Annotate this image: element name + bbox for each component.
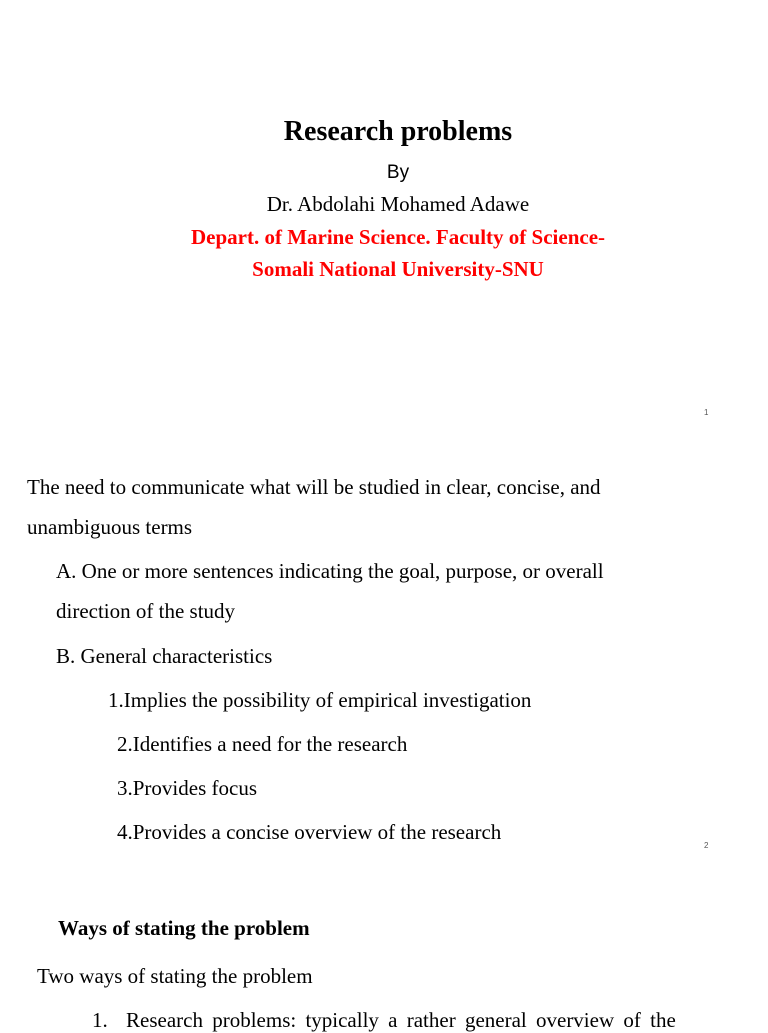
page-number: 2 xyxy=(704,841,709,850)
list-item: Research problems: typically a rather general overview of the xyxy=(126,1008,676,1032)
slide-title: Research problems xyxy=(283,116,513,147)
list-item-number: 1. xyxy=(92,1008,108,1032)
list-item: 3.Provides focus xyxy=(117,776,257,800)
page-number: 1 xyxy=(704,408,709,417)
author-name: Dr. Abdolahi Mohamed Adawe xyxy=(266,192,530,216)
intro-line-2: unambiguous terms xyxy=(27,515,193,539)
section-intro: Two ways of stating the problem xyxy=(37,964,313,988)
list-item: 2.Identifies a need for the research xyxy=(117,732,408,756)
affiliation-line-1: Depart. of Marine Science. Faculty of Science- xyxy=(190,225,606,249)
slide-1 xyxy=(0,0,768,430)
slide-3 xyxy=(0,865,768,1032)
intro-line-1: The need to communicate what will be studied in clear, concise, and xyxy=(27,475,601,499)
slide-2 xyxy=(0,430,768,865)
item-b: B. General characteristics xyxy=(56,644,273,668)
list-item: 4.Provides a concise overview of the research xyxy=(117,820,502,844)
by-label: By xyxy=(386,162,410,183)
section-heading: Ways of stating the problem xyxy=(58,916,310,940)
item-a-line-1: A. One or more sentences indicating the goal, purpose, or overall xyxy=(56,559,604,583)
item-a-line-2: direction of the study xyxy=(56,599,236,623)
list-item: 1.Implies the possibility of empirical investigation xyxy=(108,688,532,712)
affiliation-line-2: Somali National University-SNU xyxy=(252,257,544,281)
